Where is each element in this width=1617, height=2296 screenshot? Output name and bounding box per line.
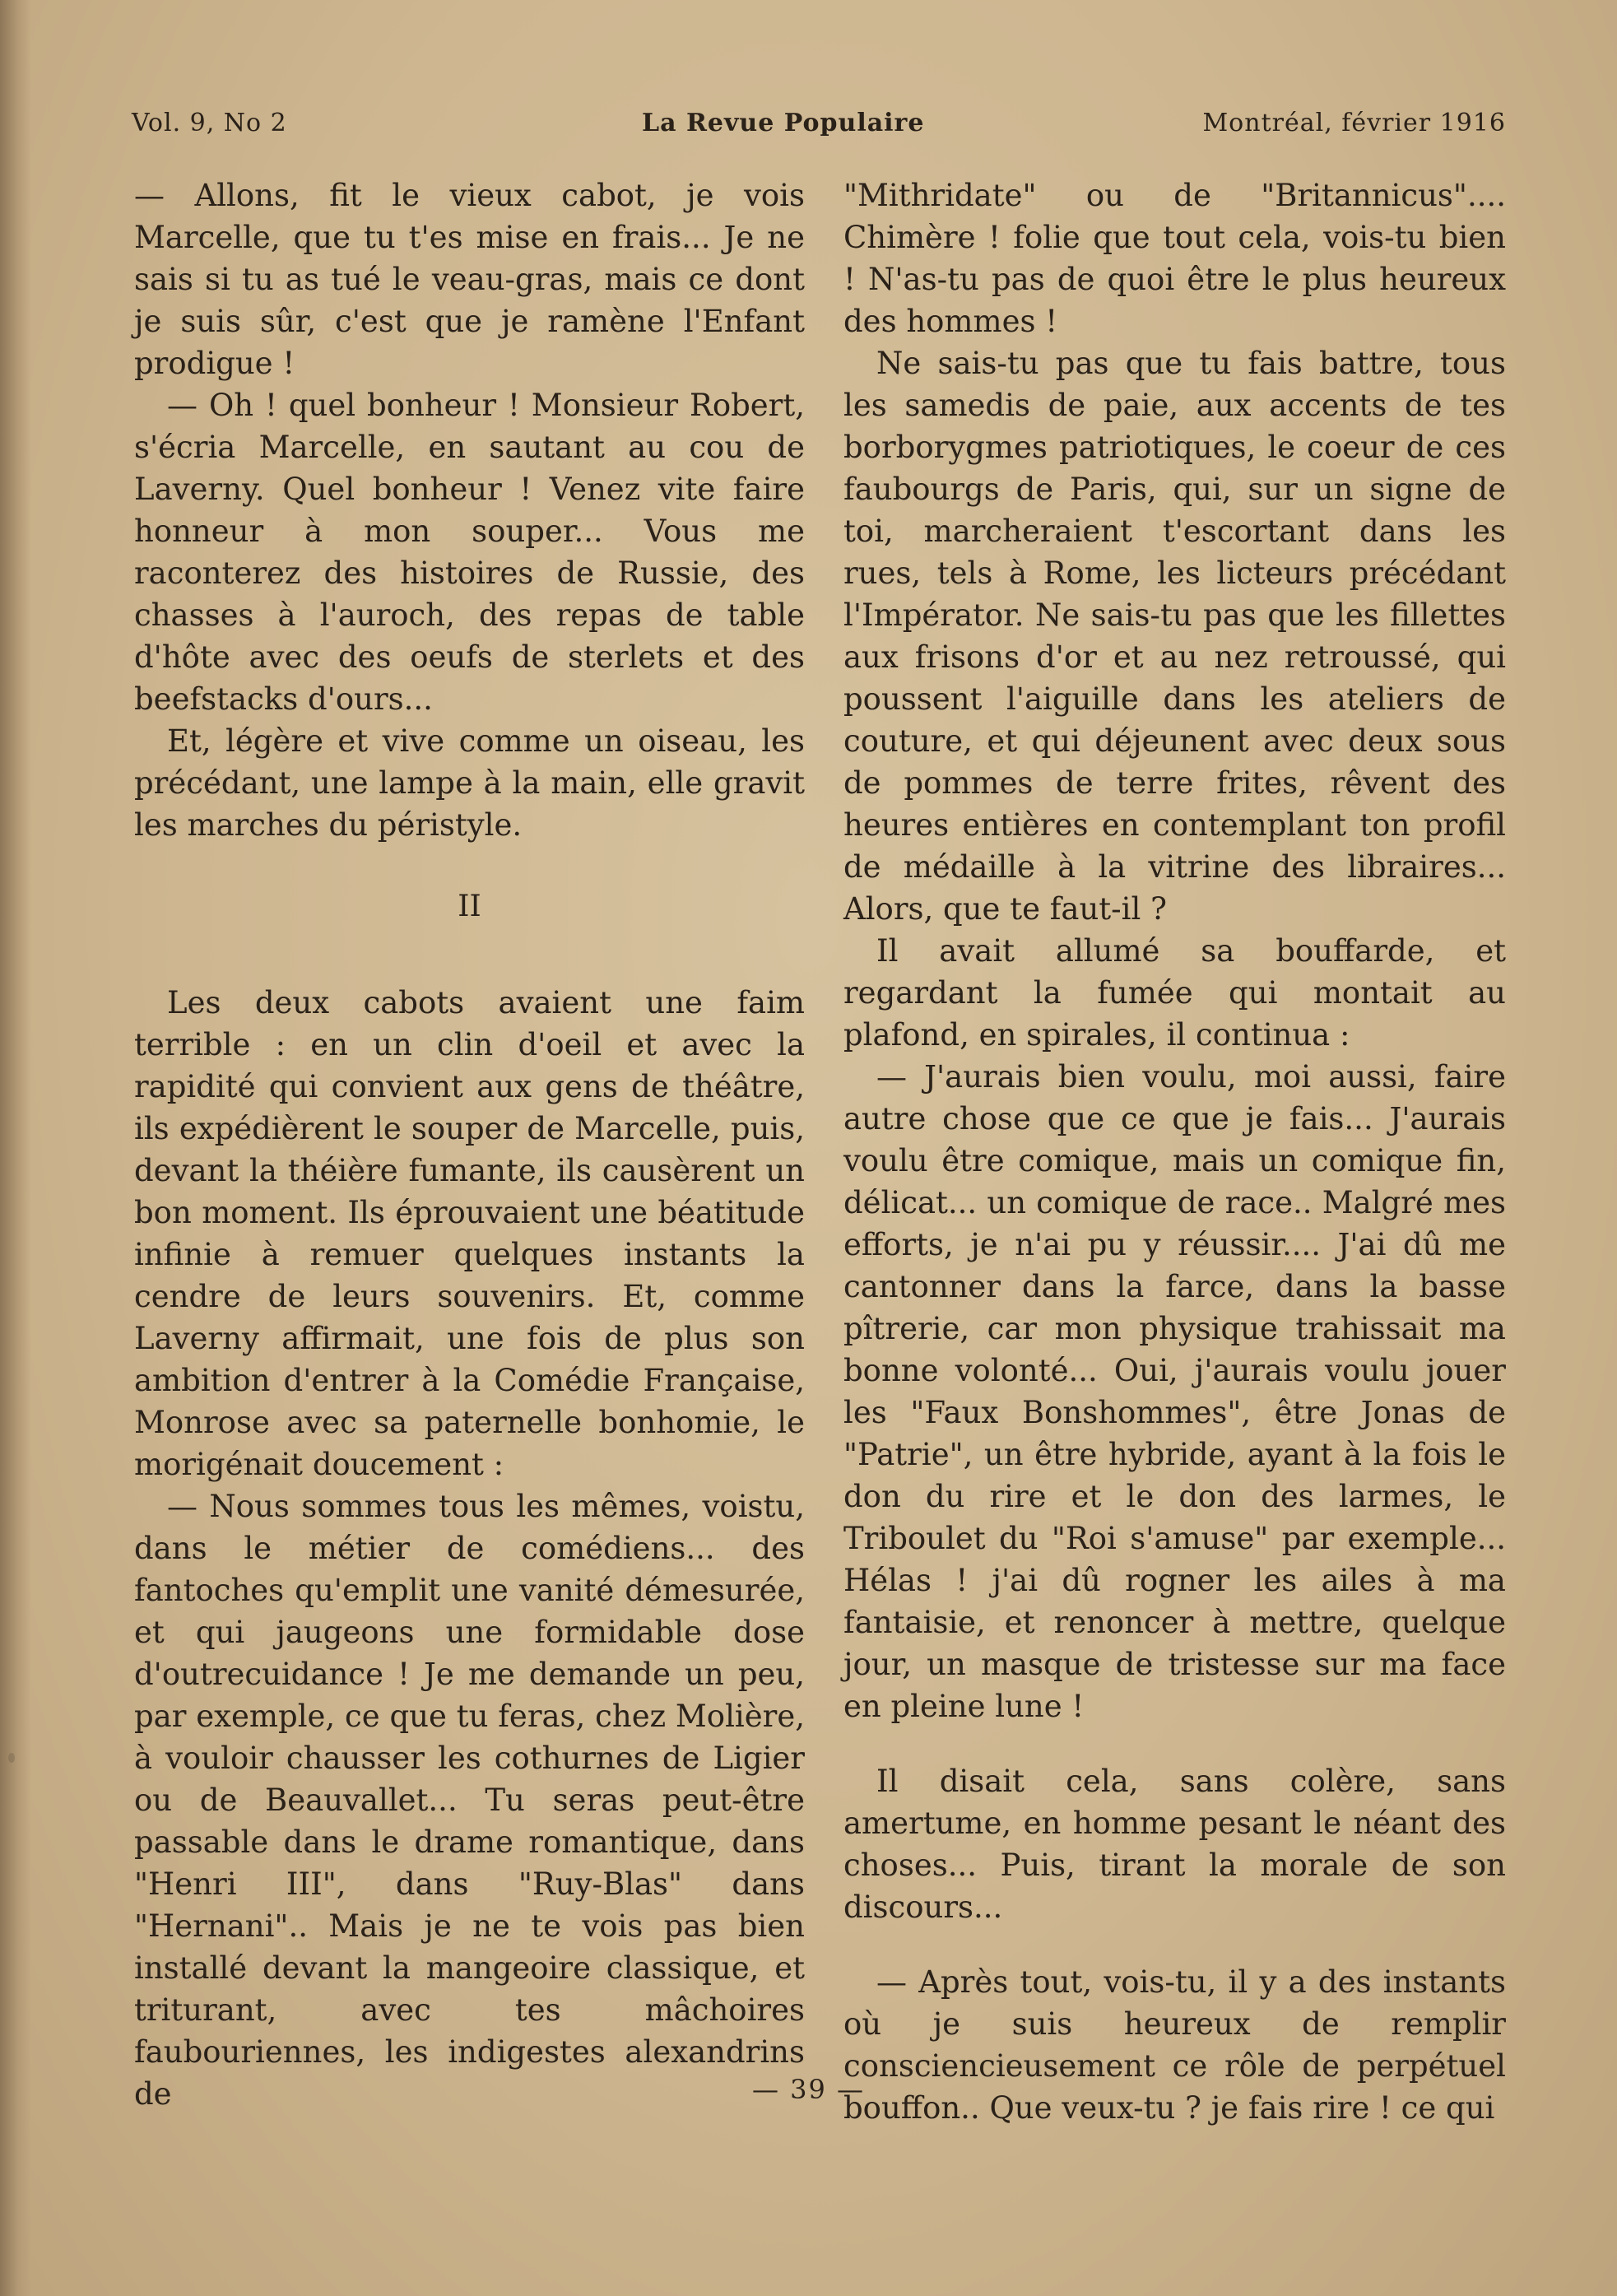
volume-label: Vol. 9, No 2: [132, 109, 287, 137]
section-number: II: [458, 890, 481, 923]
binding-shadow: [0, 0, 31, 2296]
page-number: — 39 —: [751, 2074, 866, 2105]
paragraph: — Oh ! quel bonheur ! Monsieur Robert, s'écria Marcelle, en sautant au cou de Laverny. Quel bonheur ! Venez vite faire honneur à mon souper... Vous me raconterez des histoires de Russie, des chasses à l'auroch, des repas de table d'hôte avec des oeufs de sterlets et des beefstacks d'ours...: [134, 388, 805, 717]
paragraph: Il avait allumé sa bouffarde, et regardant la fumée qui montait au plafond, en spirales, il continua :: [843, 933, 1506, 1053]
paragraph: Et, légère et vive comme un oiseau, les précédant, une lampe à la main, elle gravit les marches du péristyle.: [134, 723, 805, 843]
paragraph: — Allons, fit le vieux cabot, je vois Marcelle, que tu t'es mise en frais... Je ne sais si tu as tué le veau-gras, mais ce dont je suis sûr, c'est que je ramène l'Enfant prodigue !: [134, 178, 805, 381]
paragraph: — Nous sommes tous les mêmes, voistu, dans le métier de comédiens... des fantoches qu'emplit une vanité démesurée, et qui jaugeons une formidable dose d'outrecuidance ! Je me demande un peu, par exemple, ce que tu feras, chez Molière, à vouloir chausser les cothurnes de Ligier ou de Beauvallet... Tu seras peut-être passable dans le drame romantique, dans "Henri III", dans "Ruy-Blas" dans "Hernani".. Mais je ne te vois pas bien installé devant la mangeoire classique, et triturant, avec tes mâchoires faubouriennes, les indigestes alexandrins de: [134, 1489, 805, 2112]
paragraph: "Mithridate" ou de "Britannicus".... Chimère ! folie que tout cela, vois-tu bien ! N'as-tu pas de quoi être le plus heureux des hommes !: [843, 178, 1506, 339]
paragraph: — Après tout, vois-tu, il y a des instants où je suis heureux de remplir consciencieusement ce rôle de perpétuel bouffon.. Que veux-tu ? je fais rire ! ce qui: [843, 1964, 1506, 2126]
paragraph: Ne sais-tu pas que tu fais battre, tous les samedis de paie, aux accents de tes borborygmes patriotiques, le coeur de ces faubourgs de Paris, qui, sur un signe de toi, marcheraient t'escortant dans les rues, tels à Rome, les licteurs précédant l'Impérator. Ne sais-tu pas que les fillettes aux frisons d'or et au nez retroussé, qui poussent l'aiguille dans les ateliers de couture, et qui déjeunent avec deux sous de pommes de terre frites, rêvent des heures entières en contemplant ton profil de médaille à la vitrine des libraires... Alors, que te faut-il ?: [843, 346, 1506, 927]
paragraph: — J'aurais bien voulu, moi aussi, faire autre chose que ce que je fais... J'aurais voulu être comique, mais un comique fin, délicat... un comique de race.. Malgré mes efforts, je n'ai pu y réussir.... J'ai dû me cantonner dans la farce, dans la basse pîtrerie, car mon physique trahissait ma bonne volonté... Oui, j'aurais voulu jouer les "Faux Bonshommes", être Jonas de "Patrie", un être hybride, ayant à la fois le don du rire et le don des larmes, le Triboulet du "Roi s'amuse" par exemple... Hélas ! j'ai dû rogner les ailes à ma fantaisie, et renoncer à mettre, quelque jour, un masque de tristesse sur ma face en pleine lune !: [843, 1059, 1506, 1724]
journal-title: La Revue Populaire: [642, 109, 925, 137]
paragraph: Les deux cabots avaient une faim terrible : en un clin d'oeil et avec la rapidité qui convient aux gens de théâtre, ils expédièrent le souper de Marcelle, puis, devant la théière fumante, ils causèrent un bon moment. Ils éprouvaient une béatitude infinie à remuer quelques instants la cendre de leurs souvenirs. Et, comme Laverny affirmait, une fois de plus son ambition d'entrer à la Comédie Française, Monrose avec sa paternelle bonhomie, le morigénait doucement :: [134, 985, 805, 1482]
issue-date: Montréal, février 1916: [1202, 109, 1506, 137]
right-column: [843, 174, 1506, 2129]
paper-speck: [8, 1753, 15, 1763]
left-column: [134, 174, 805, 2115]
running-header: [132, 109, 1506, 145]
paragraph: Il disait cela, sans colère, sans amertume, en homme pesant le néant des choses... Puis, tirant la morale de son discours...: [843, 1764, 1506, 1925]
